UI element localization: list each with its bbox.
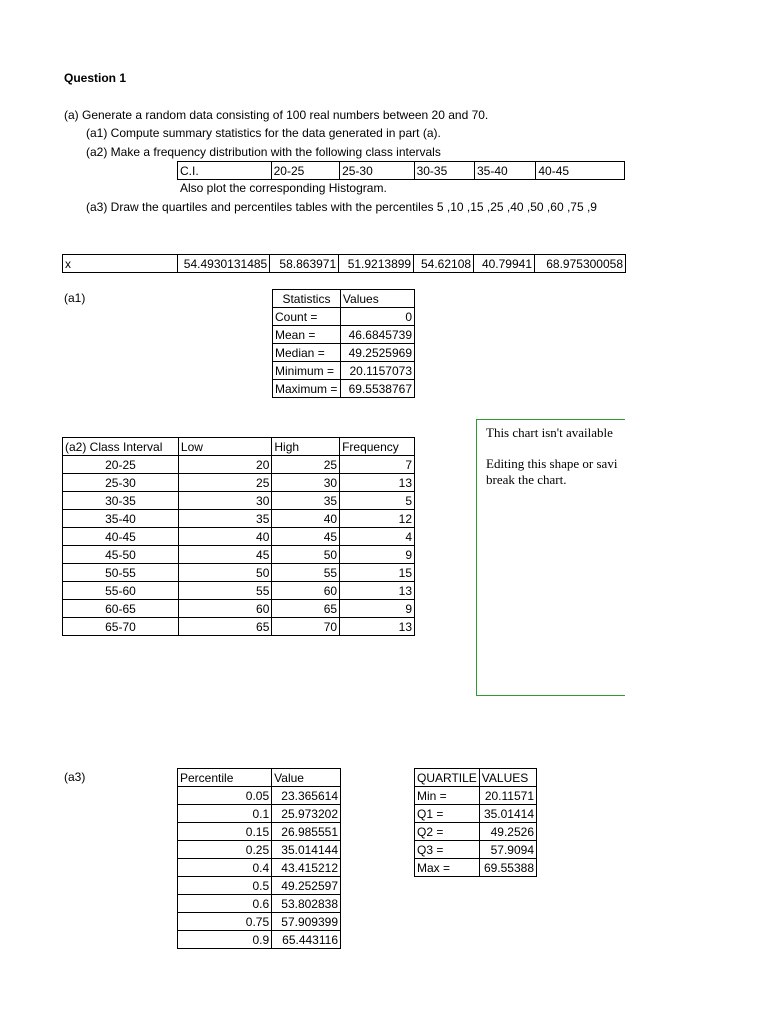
freq-low: 30 xyxy=(178,492,271,510)
x-value-cell: 54.4930131485 xyxy=(178,255,270,273)
freq-interval: 45-50 xyxy=(63,546,179,564)
table-row xyxy=(415,823,537,841)
quartile-key: Q2 = xyxy=(415,823,480,841)
quartile-key: Max = xyxy=(415,859,480,877)
table-row xyxy=(178,931,341,949)
freq-low: 60 xyxy=(178,600,271,618)
freq-count: 12 xyxy=(340,510,415,528)
quartile-header: QUARTILE xyxy=(415,769,480,787)
percentile-key: 0.75 xyxy=(178,913,272,931)
stats-label: Maximum = xyxy=(273,380,341,398)
table-row xyxy=(63,600,415,618)
freq-count: 9 xyxy=(340,546,415,564)
percentile-key: 0.4 xyxy=(178,859,272,877)
table-row xyxy=(63,528,415,546)
summary-stats-table xyxy=(272,289,415,398)
percentile-key: 0.6 xyxy=(178,895,272,913)
quartile-value: 49.2526 xyxy=(479,823,536,841)
quartile-value: 57.9094 xyxy=(479,841,536,859)
ci-cell: 40-45 xyxy=(536,162,625,180)
percentile-key: 0.1 xyxy=(178,805,272,823)
table-row xyxy=(178,805,341,823)
question-part-a: (a) Generate a random data consisting of 100 real numbers between 20 and 70. xyxy=(64,108,489,122)
freq-interval: 20-25 xyxy=(63,456,179,474)
freq-count: 15 xyxy=(340,564,415,582)
freq-high: 45 xyxy=(272,528,340,546)
x-value-cell: 51.9213899 xyxy=(339,255,414,273)
table-row xyxy=(178,877,341,895)
stats-value: 69.5538767 xyxy=(340,380,414,398)
freq-header: (a2) Class Interval xyxy=(63,438,179,456)
table-row xyxy=(178,895,341,913)
x-value-cell: 68.975300058 xyxy=(535,255,626,273)
quartile-table xyxy=(414,768,537,877)
stats-value: 20.1157073 xyxy=(340,362,414,380)
ci-cell: 25-30 xyxy=(340,162,415,180)
freq-interval: 35-40 xyxy=(63,510,179,528)
table-row xyxy=(178,787,341,805)
table-row xyxy=(63,510,415,528)
freq-high: 25 xyxy=(272,456,340,474)
quartile-value: 69.55388 xyxy=(479,859,536,877)
freq-high: 70 xyxy=(272,618,340,636)
freq-low: 50 xyxy=(178,564,271,582)
percentile-value: 43.415212 xyxy=(272,859,341,877)
freq-high: 55 xyxy=(272,564,340,582)
freq-count: 13 xyxy=(340,618,415,636)
freq-count: 4 xyxy=(340,528,415,546)
percentile-value: 53.802838 xyxy=(272,895,341,913)
table-row xyxy=(63,456,415,474)
stats-label: Mean = xyxy=(273,326,341,344)
freq-interval: 30-35 xyxy=(63,492,179,510)
percentile-key: 0.9 xyxy=(178,931,272,949)
freq-high: 35 xyxy=(272,492,340,510)
freq-low: 55 xyxy=(178,582,271,600)
quartile-header: VALUES xyxy=(479,769,536,787)
freq-low: 40 xyxy=(178,528,271,546)
histogram-note: Also plot the corresponding Histogram. xyxy=(180,181,387,195)
table-row xyxy=(63,618,415,636)
percentile-header: Percentile xyxy=(178,769,272,787)
percentile-key: 0.05 xyxy=(178,787,272,805)
freq-interval: 65-70 xyxy=(63,618,179,636)
ci-cell: C.I. xyxy=(178,162,272,180)
quartile-value: 35.01414 xyxy=(479,805,536,823)
percentile-value: 26.985551 xyxy=(272,823,341,841)
x-label-cell: x xyxy=(63,255,178,273)
freq-interval: 55-60 xyxy=(63,582,179,600)
freq-header: High xyxy=(272,438,340,456)
table-row xyxy=(63,564,415,582)
quartile-key: Min = xyxy=(415,787,480,805)
stats-header: Statistics xyxy=(273,290,341,308)
ci-cell: 30-35 xyxy=(414,162,474,180)
chart-placeholder-line: Editing this shape or savi xyxy=(486,456,618,471)
stats-value: 0 xyxy=(340,308,414,326)
frequency-table xyxy=(62,437,415,636)
freq-high: 30 xyxy=(272,474,340,492)
table-row xyxy=(178,913,341,931)
stats-label: Median = xyxy=(273,344,341,362)
ci-cell: 35-40 xyxy=(474,162,535,180)
percentile-value: 25.973202 xyxy=(272,805,341,823)
freq-high: 60 xyxy=(272,582,340,600)
freq-count: 13 xyxy=(340,474,415,492)
table-row xyxy=(63,546,415,564)
freq-interval: 50-55 xyxy=(63,564,179,582)
stats-value: 49.2525969 xyxy=(340,344,414,362)
question-part-a2: (a2) Make a frequency distribution with the following class intervals xyxy=(86,145,441,159)
freq-high: 50 xyxy=(272,546,340,564)
question-title: Question 1 xyxy=(64,71,127,85)
freq-count: 9 xyxy=(340,600,415,618)
ci-cell: 20-25 xyxy=(271,162,339,180)
stats-label: Minimum = xyxy=(273,362,341,380)
freq-low: 25 xyxy=(178,474,271,492)
table-row xyxy=(178,859,341,877)
freq-count: 13 xyxy=(340,582,415,600)
percentile-value: 23.365614 xyxy=(272,787,341,805)
freq-header: Frequency xyxy=(340,438,415,456)
question-part-a3: (a3) Draw the quartiles and percentiles tables with the percentiles 5 ,10 ,15 ,25 ,40 ,50 ,60 ,75 ,9 xyxy=(86,200,597,214)
table-row xyxy=(63,492,415,510)
stats-header: Values xyxy=(340,290,414,308)
table-row xyxy=(415,841,537,859)
freq-count: 5 xyxy=(340,492,415,510)
label-a1: (a1) xyxy=(64,291,86,305)
percentile-table xyxy=(177,768,341,949)
percentile-value: 49.252597 xyxy=(272,877,341,895)
quartile-value: 20.11571 xyxy=(479,787,536,805)
x-value-cell: 40.79941 xyxy=(474,255,535,273)
quartile-key: Q3 = xyxy=(415,841,480,859)
freq-high: 65 xyxy=(272,600,340,618)
x-value-cell: 54.62108 xyxy=(414,255,474,273)
table-row xyxy=(415,787,537,805)
percentile-key: 0.25 xyxy=(178,841,272,859)
freq-interval: 25-30 xyxy=(63,474,179,492)
label-a3: (a3) xyxy=(64,770,86,784)
x-value-cell: 58.863971 xyxy=(270,255,339,273)
freq-high: 40 xyxy=(272,510,340,528)
freq-interval: 40-45 xyxy=(63,528,179,546)
quartile-key: Q1 = xyxy=(415,805,480,823)
stats-value: 46.6845739 xyxy=(340,326,414,344)
data-x-row xyxy=(62,254,626,273)
table-row xyxy=(415,805,537,823)
freq-low: 65 xyxy=(178,618,271,636)
stats-label: Count = xyxy=(273,308,341,326)
freq-interval: 60-65 xyxy=(63,600,179,618)
percentile-header: Value xyxy=(272,769,341,787)
percentile-key: 0.15 xyxy=(178,823,272,841)
percentile-value: 57.909399 xyxy=(272,913,341,931)
class-interval-table xyxy=(177,161,625,180)
freq-header: Low xyxy=(178,438,271,456)
freq-low: 45 xyxy=(178,546,271,564)
freq-low: 20 xyxy=(178,456,271,474)
chart-placeholder-line: break the chart. xyxy=(486,472,567,487)
table-row xyxy=(63,582,415,600)
percentile-value: 35.014144 xyxy=(272,841,341,859)
chart-placeholder-line: This chart isn't available xyxy=(486,425,613,440)
percentile-key: 0.5 xyxy=(178,877,272,895)
table-row xyxy=(178,841,341,859)
table-row xyxy=(63,474,415,492)
freq-low: 35 xyxy=(178,510,271,528)
chart-placeholder[interactable] xyxy=(476,419,625,696)
table-row xyxy=(415,859,537,877)
freq-count: 7 xyxy=(340,456,415,474)
table-row xyxy=(178,823,341,841)
percentile-value: 65.443116 xyxy=(272,931,341,949)
question-part-a1: (a1) Compute summary statistics for the data generated in part (a). xyxy=(86,126,441,140)
